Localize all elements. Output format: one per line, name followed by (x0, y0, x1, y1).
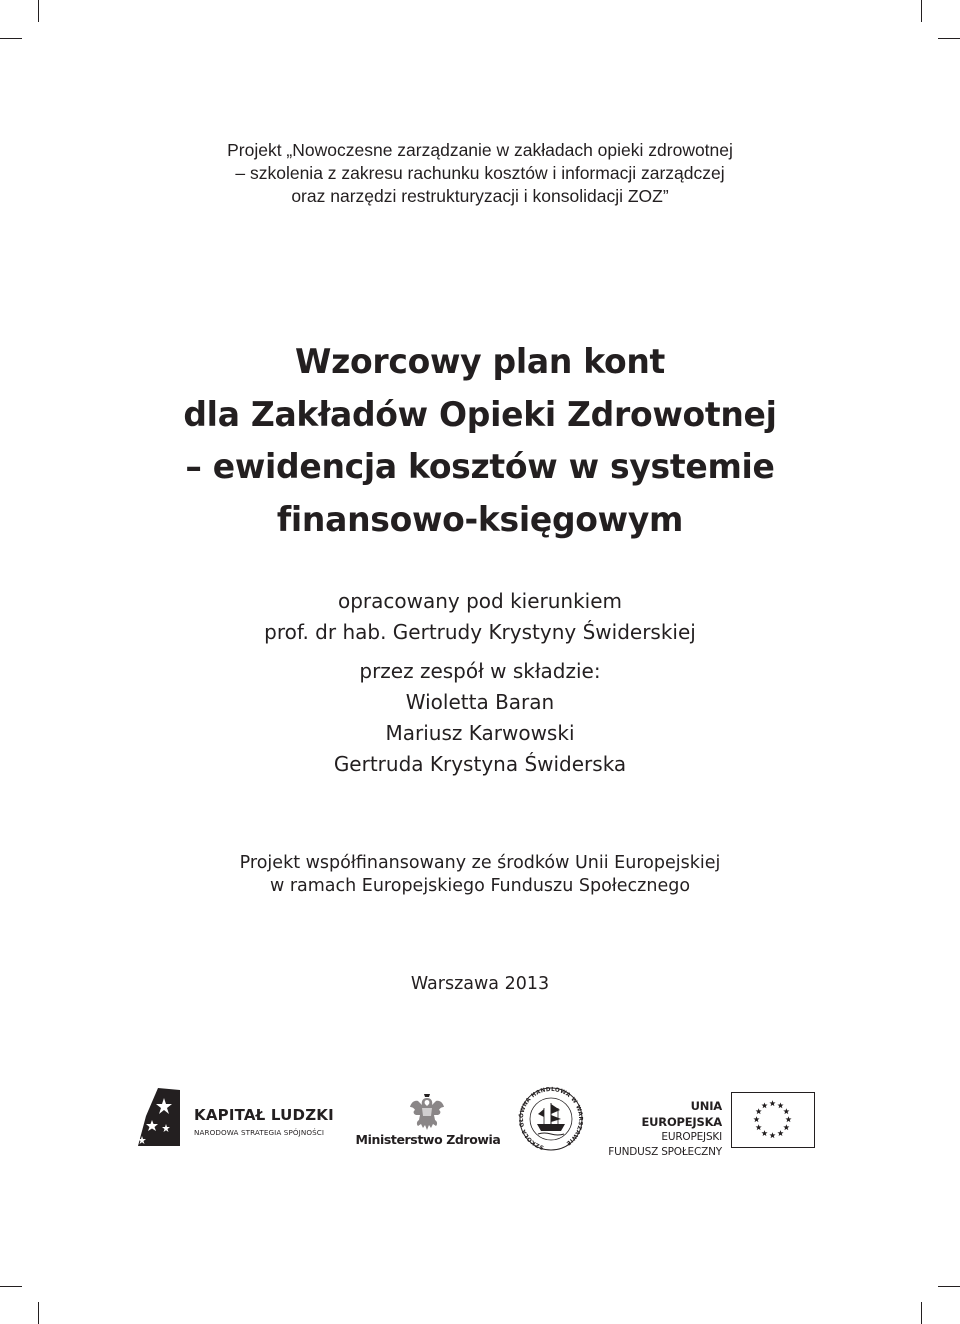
crop-mark-top-right (921, 0, 922, 22)
eu-flag-star (777, 1130, 783, 1136)
project-header-line: – szkolenia z zakresu rachunku kosztów i informacji zarządczej (235, 163, 725, 183)
eu-fund-line: EUROPEJSKI (661, 1131, 722, 1143)
imprint-city-year (0, 973, 960, 996)
eu-union-name: UNIA EUROPEJSKA (641, 1099, 722, 1129)
eu-flag-star (756, 1124, 762, 1130)
project-header (0, 139, 960, 208)
ministry-of-health-logo (352, 1092, 504, 1152)
team-member: Gertruda Krystyna Świderska (333, 752, 627, 776)
title-line: – ewidencja kosztów w systemie (185, 447, 775, 487)
eu-flag-stars-icon (732, 1093, 813, 1146)
sgh-seal-logo (516, 1086, 586, 1152)
team-block (0, 656, 960, 780)
eu-social-fund-logo (608, 1092, 818, 1158)
eu-flag-star (783, 1124, 789, 1130)
project-header-line: oraz narzędzi restrukturyzacji i konsolidacji ZOZ” (291, 186, 669, 206)
title-line: dla Zakładów Opieki Zdrowotnej (183, 394, 777, 435)
ministry-name: Ministerstwo Zdrowia (355, 1132, 501, 1147)
sgh-ship-seal-icon (516, 1086, 586, 1152)
eu-fund-line: FUNDUSZ SPOŁECZNY (608, 1146, 722, 1158)
eu-logo-text (608, 1098, 722, 1160)
eu-flag-star (769, 1100, 775, 1106)
crop-mark-bottom-right (921, 1302, 922, 1324)
eu-flag-star (761, 1130, 767, 1136)
eu-flag-star (785, 1116, 791, 1122)
crop-mark-top-left (38, 0, 39, 22)
eu-flag-star (777, 1102, 783, 1108)
team-intro: przez zespół w składzie: (359, 659, 601, 683)
polish-eagle-icon (408, 1092, 446, 1132)
eu-flag-star (783, 1108, 789, 1114)
team-member: Wioletta Baran (405, 690, 555, 714)
cofinancing-line: w ramach Europejskiego Funduszu Społecznego (269, 876, 691, 896)
title-line: finansowo-księgowym (276, 499, 684, 540)
project-header-line: Projekt „Nowoczesne zarządzanie w zakładach opieki zdrowotnej (227, 140, 733, 160)
supervisor-name: prof. dr hab. Gertrudy Krystyny Świderskiej (264, 620, 696, 644)
crop-mark-bottom-right-h (938, 1286, 960, 1287)
team-member: Mariusz Karwowski (385, 721, 575, 745)
sgh-seal-text: SZKOŁA GŁÓWNA HANDLOWA W WARSZAWIE (518, 1086, 584, 1150)
eu-flag-star (769, 1132, 775, 1138)
kapital-ludzki-star-emblem-icon (136, 1086, 182, 1148)
cofinancing-note (0, 852, 960, 898)
crop-mark-top-right-h (938, 38, 960, 39)
kapital-ludzki-logo (136, 1086, 336, 1152)
crop-mark-bottom-left (38, 1302, 39, 1324)
eu-flag-frame (731, 1092, 815, 1148)
crop-mark-bottom-left-h (0, 1286, 22, 1287)
eu-flag-star (761, 1102, 767, 1108)
title-line: Wzorcowy plan kont (295, 342, 665, 382)
kapital-ludzki-name: KAPITAŁ LUDZKI (194, 1106, 334, 1124)
eu-flag-star (756, 1108, 762, 1114)
supervision-block (0, 586, 960, 648)
city-year-text: Warszawa 2013 (410, 974, 550, 994)
kapital-ludzki-subtitle: NARODOWA STRATEGIA SPÓJNOŚCI (194, 1128, 325, 1137)
cofinancing-line: Projekt współfinansowany ze środków Unii Europejskiej (239, 853, 721, 873)
eu-flag-star (753, 1116, 759, 1122)
crop-mark-top-left-h (0, 38, 22, 39)
document-title (0, 336, 960, 546)
supervision-intro: opracowany pod kierunkiem (337, 589, 623, 613)
